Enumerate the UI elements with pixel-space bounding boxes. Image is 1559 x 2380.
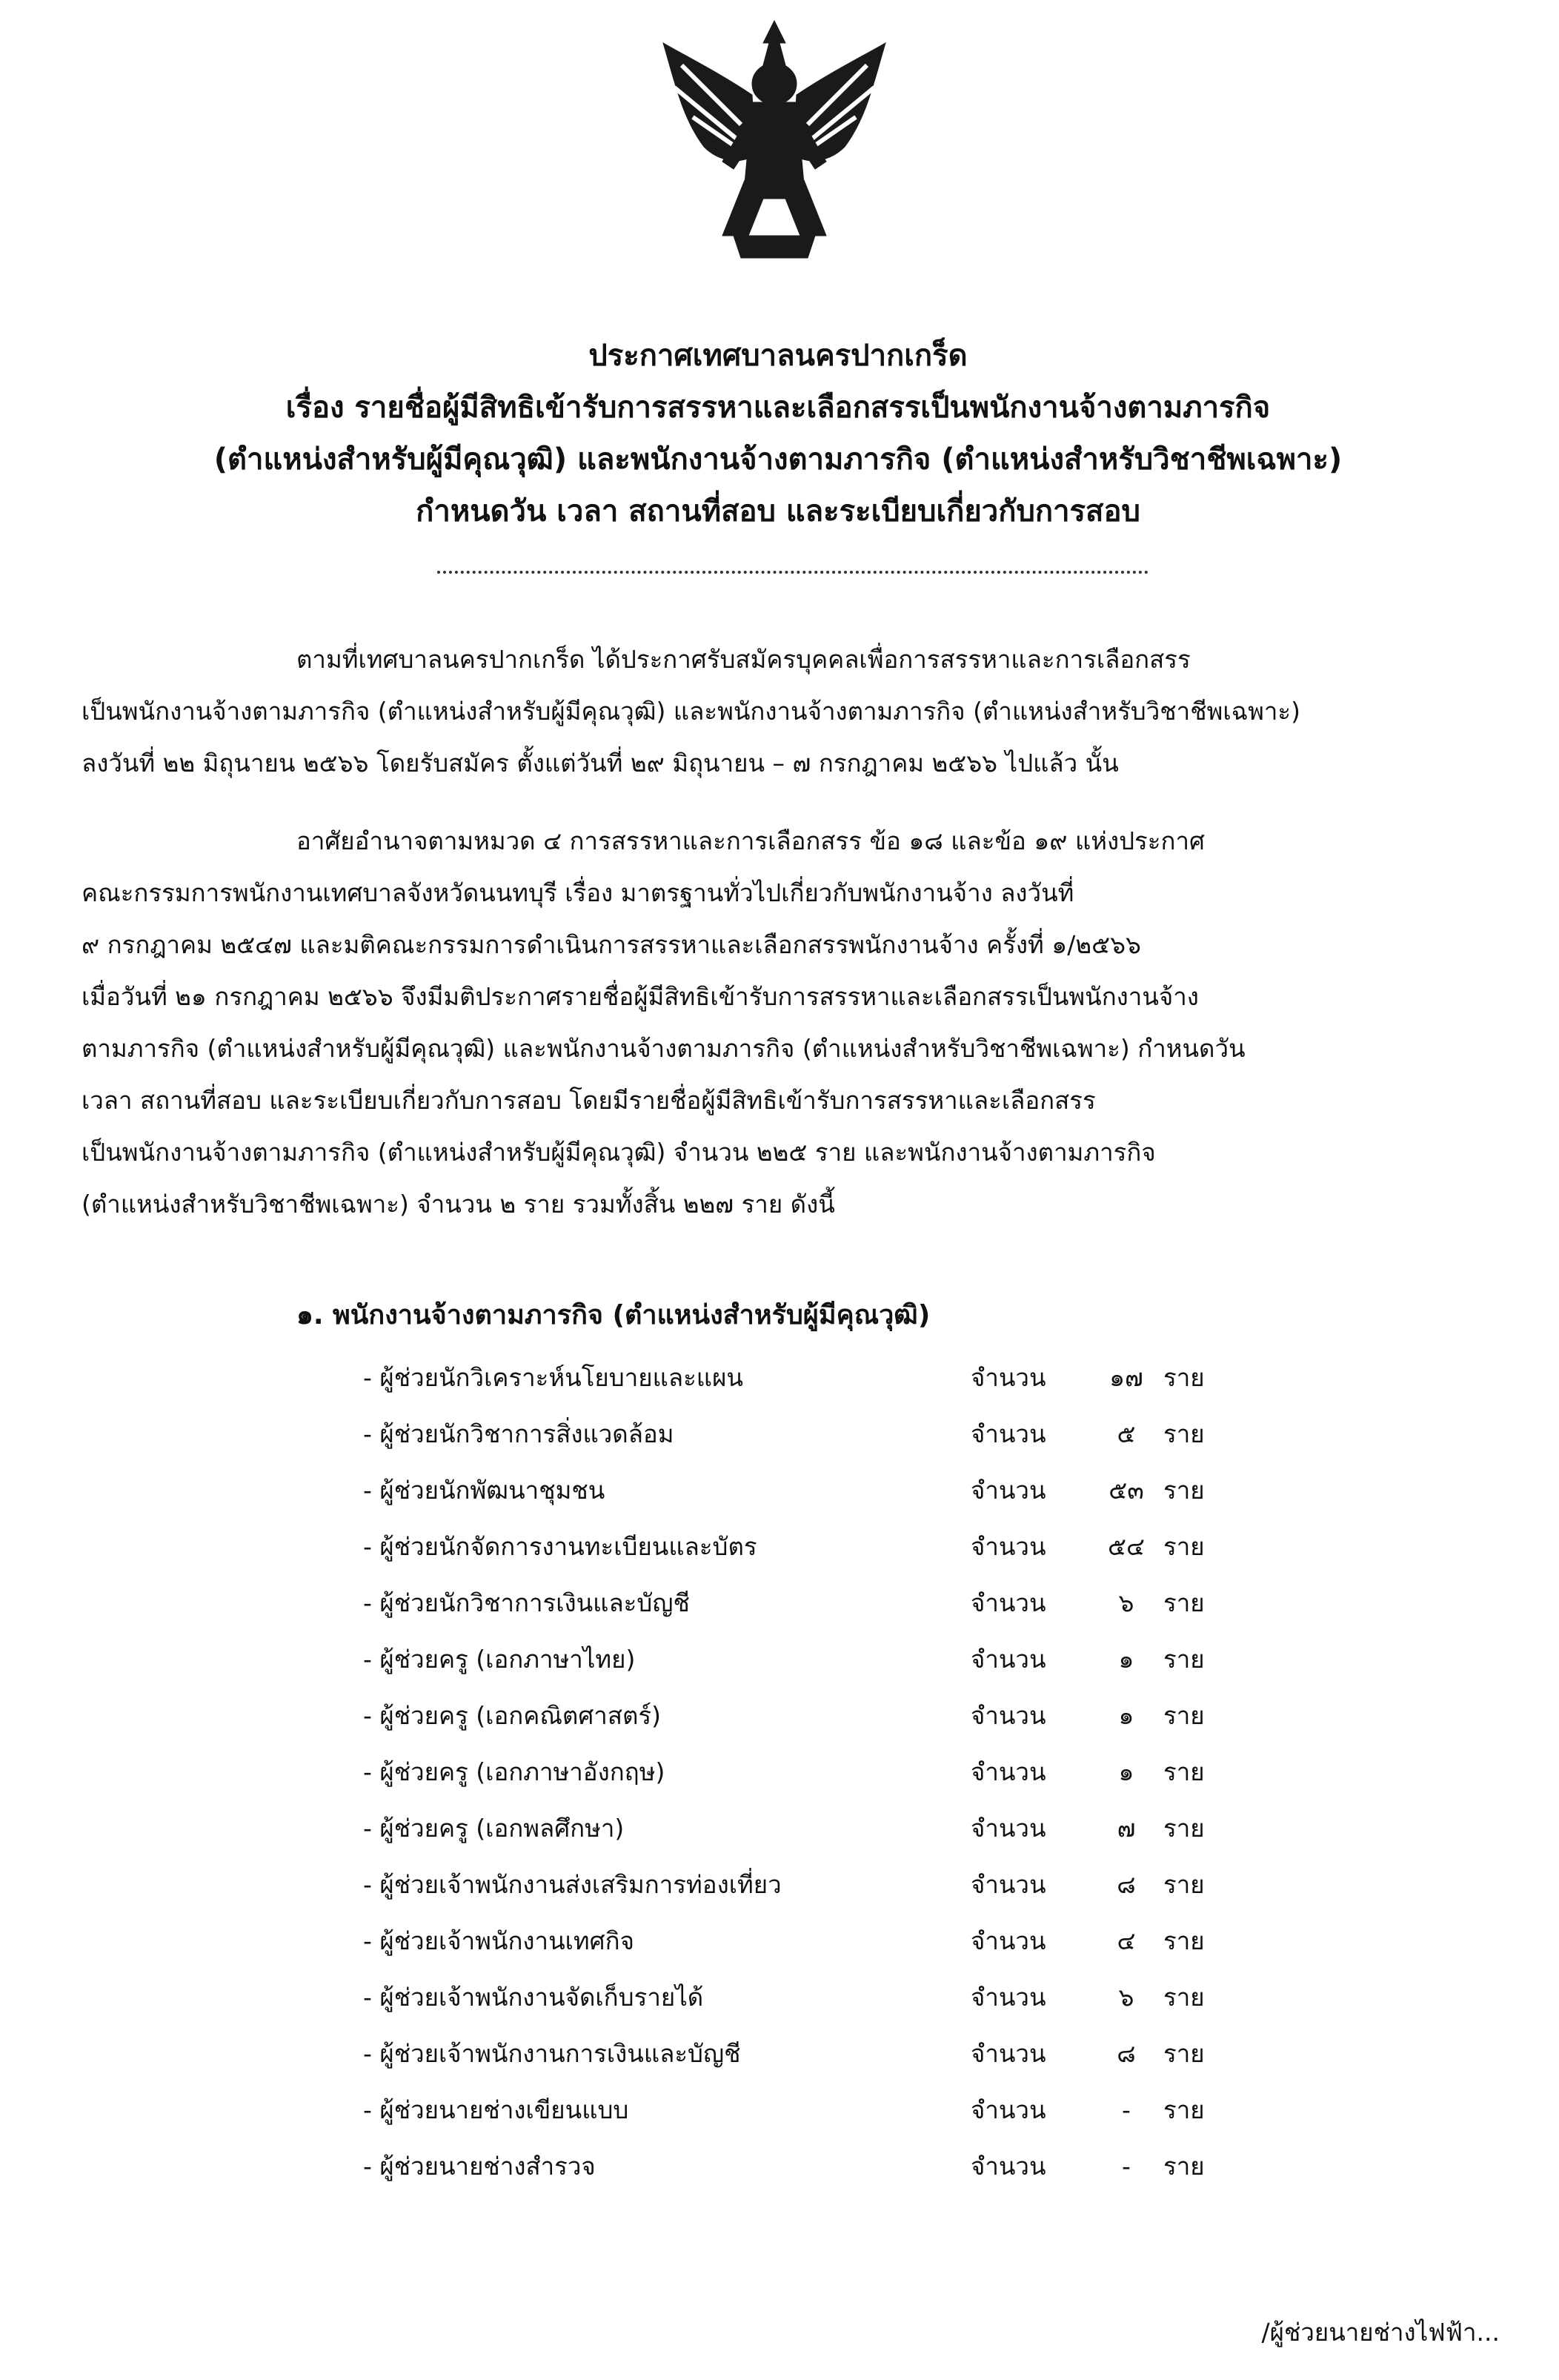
unit-label: จำนวน [971, 1700, 1046, 1730]
suffix-label: ราย [1163, 1362, 1205, 1392]
suffix-label: ราย [1163, 1475, 1205, 1505]
list-item [363, 1462, 1237, 1518]
suffix-label: ราย [1163, 1869, 1205, 1899]
position-name: - ผู้ช่วยครู (เอกภาษาอังกฤษ) [363, 1757, 665, 1786]
position-count: - [1122, 2151, 1131, 2181]
suffix-label: ราย [1163, 1926, 1205, 1955]
list-item [363, 2081, 1237, 2138]
paragraph-2-line-7: เป็นพนักงานจ้างตามภารกิจ (ตำแหน่งสำหรับผู้มีคุณวุฒิ) จำนวน ๒๒๕ ราย และพนักงานจ้างตามภารกิจ [82, 1138, 1156, 1167]
dotted-divider [437, 571, 1149, 574]
unit-label: จำนวน [971, 1588, 1046, 1617]
paragraph-1-line-3: ลงวันที่ ๒๒ มิถุนายน ๒๕๖๖ โดยรับสมัคร ตั้งแต่วันที่ ๒๙ มิถุนายน – ๗ กรกฎาคม ๒๕๖๖ ไปแล้ว นั้น [82, 749, 1119, 778]
unit-label: จำนวน [971, 1531, 1046, 1561]
unit-label: จำนวน [971, 1644, 1046, 1674]
position-name: - ผู้ช่วยเจ้าพนักงานเทศกิจ [363, 1926, 634, 1955]
position-count: ๔ [1117, 1926, 1136, 1955]
paragraph-2-line-8: (ตำแหน่งสำหรับวิชาชีพเฉพาะ) จำนวน ๒ ราย รวมทั้งสิ้น ๒๒๗ ราย ดังนี้ [82, 1190, 835, 1219]
suffix-label: ราย [1163, 1588, 1205, 1617]
position-count: ๗ [1117, 1813, 1136, 1843]
list-item [363, 1856, 1237, 1912]
paragraph-2-line-3: ๙ กรกฎาคม ๒๕๔๗ และมติคณะกรรมการดำเนินการสรรหาและเลือกสรรพนักงานจ้าง ครั้งที่ ๑/๒๕๖๖ [82, 930, 1141, 959]
position-name: - ผู้ช่วยนายช่างเขียนแบบ [363, 2095, 629, 2124]
position-count: ๑ [1118, 1700, 1134, 1730]
position-name: - ผู้ช่วยครู (เอกคณิตศาสตร์) [363, 1700, 662, 1730]
list-item [363, 1800, 1237, 1856]
suffix-label: ราย [1163, 1700, 1205, 1730]
position-count: ๘ [1117, 1869, 1136, 1899]
list-item [363, 1405, 1237, 1462]
paragraph-1-line-2: เป็นพนักงานจ้างตามภารกิจ (ตำแหน่งสำหรับผู้มีคุณวุฒิ) และพนักงานจ้างตามภารกิจ (ตำแหน่งสำหรับวิชาชีพเฉพาะ) [82, 697, 1300, 726]
position-count: ๖ [1118, 1982, 1134, 2012]
position-name: - ผู้ช่วยนักวิเคราะห์นโยบายและแผน [363, 1362, 743, 1392]
unit-label: จำนวน [971, 1869, 1046, 1899]
garuda-emblem-icon [652, 13, 897, 265]
suffix-label: ราย [1163, 1813, 1205, 1843]
position-name: - ผู้ช่วยเจ้าพนักงานส่งเสริมการท่องเที่ยว [363, 1869, 782, 1899]
subject-line: เรื่อง รายชื่อผู้มีสิทธิเข้ารับการสรรหาและเลือกสรรเป็นพนักงานจ้างตามภารกิจ [285, 391, 1271, 425]
position-count: ๕๔ [1108, 1531, 1145, 1561]
suffix-label: ราย [1163, 1419, 1205, 1448]
paragraph-2-line-1: อาศัยอำนาจตามหมวด ๔ การสรรหาและการเลือกสรร ข้อ ๑๘ และข้อ ๑๙ แห่งประกาศ [296, 826, 1205, 855]
position-count: ๘ [1117, 2038, 1136, 2068]
paragraph-2-line-4: เมื่อวันที่ ๒๑ กรกฎาคม ๒๕๖๖ จึงมีมติประกาศรายชื่อผู้มีสิทธิเข้ารับการสรรหาและเลือกสรรเป็นพนักงานจ้าง [82, 982, 1199, 1011]
position-name: - ผู้ช่วยครู (เอกภาษาไทย) [363, 1644, 636, 1674]
list-item [363, 1912, 1237, 1969]
suffix-label: ราย [1163, 1982, 1205, 2012]
announcement-title: ประกาศเทศบาลนครปากเกร็ด [588, 339, 968, 373]
unit-label: จำนวน [971, 1982, 1046, 2012]
unit-label: จำนวน [971, 1813, 1046, 1843]
list-item [363, 1574, 1237, 1631]
suffix-label: ราย [1163, 2038, 1205, 2068]
section-1-title: ๑. พนักงานจ้างตามภารกิจ (ตำแหน่งสำหรับผู้มีคุณวุฒิ) [296, 1300, 931, 1330]
position-count: ๕๓ [1108, 1475, 1144, 1505]
position-name: - ผู้ช่วยนักจัดการงานทะเบียนและบัตร [363, 1531, 757, 1561]
position-count: ๑ [1118, 1757, 1134, 1786]
unit-label: จำนวน [971, 2038, 1046, 2068]
list-item [363, 1969, 1237, 2025]
suffix-label: ราย [1163, 2095, 1205, 2124]
unit-label: จำนวน [971, 1419, 1046, 1448]
suffix-label: ราย [1163, 1757, 1205, 1786]
paragraph-2-line-6: เวลา สถานที่สอบ และระเบียบเกี่ยวกับการสอบ โดยมีรายชื่อผู้มีสิทธิเข้ารับการสรรหาและเลือกสรร [82, 1086, 1096, 1115]
position-count: - [1122, 2095, 1131, 2124]
list-item [363, 2025, 1237, 2081]
position-name: - ผู้ช่วยเจ้าพนักงานจัดเก็บรายได้ [363, 1982, 704, 2012]
list-item [363, 1631, 1237, 1687]
position-count: ๖ [1118, 1588, 1134, 1617]
suffix-label: ราย [1163, 2151, 1205, 2181]
position-count: ๑๗ [1109, 1362, 1143, 1392]
unit-label: จำนวน [971, 2151, 1046, 2181]
position-name: - ผู้ช่วยนักวิชาการสิ่งแวดล้อม [363, 1419, 674, 1448]
unit-label: จำนวน [971, 1926, 1046, 1955]
position-name: - ผู้ช่วยนักวิชาการเงินและบัญชี [363, 1588, 690, 1617]
continuation-note: /ผู้ช่วยนายช่างไฟฟ้า... [1261, 2318, 1500, 2347]
suffix-label: ราย [1163, 1531, 1205, 1561]
subject-line-3: กำหนดวัน เวลา สถานที่สอบ และระเบียบเกี่ยวกับการสอบ [416, 494, 1140, 528]
unit-label: จำนวน [971, 1757, 1046, 1786]
list-item [363, 2138, 1237, 2194]
subject-line-2: (ตำแหน่งสำหรับผู้มีคุณวุฒิ) และพนักงานจ้างตามภารกิจ (ตำแหน่งสำหรับวิชาชีพเฉพาะ) [213, 442, 1343, 477]
position-name: - ผู้ช่วยครู (เอกพลศึกษา) [363, 1813, 625, 1843]
suffix-label: ราย [1163, 1644, 1205, 1674]
list-item [363, 1349, 1237, 1405]
list-item [363, 1518, 1237, 1574]
position-name: - ผู้ช่วยนักพัฒนาชุมชน [363, 1475, 605, 1505]
unit-label: จำนวน [971, 1362, 1046, 1392]
paragraph-1-line-1: ตามที่เทศบาลนครปากเกร็ด ได้ประกาศรับสมัครบุคคลเพื่อการสรรหาและการเลือกสรร [296, 645, 1191, 674]
position-name: - ผู้ช่วยนายช่างสำรวจ [363, 2151, 596, 2181]
position-name: - ผู้ช่วยเจ้าพนักงานการเงินและบัญชี [363, 2038, 741, 2068]
position-count: ๑ [1118, 1644, 1134, 1674]
paragraph-2-line-5: ตามภารกิจ (ตำแหน่งสำหรับผู้มีคุณวุฒิ) และพนักงานจ้างตามภารกิจ (ตำแหน่งสำหรับวิชาชีพเฉพาะ) กำหนดวัน [82, 1034, 1246, 1063]
unit-label: จำนวน [971, 1475, 1046, 1505]
paragraph-2-line-2: คณะกรรมการพนักงานเทศบาลจังหวัดนนทบุรี เรื่อง มาตรฐานทั่วไปเกี่ยวกับพนักงานจ้าง ลงวันที่ [82, 878, 1074, 907]
position-count: ๕ [1117, 1419, 1136, 1448]
unit-label: จำนวน [971, 2095, 1046, 2124]
list-item [363, 1743, 1237, 1800]
position-list [363, 1349, 1237, 2194]
list-item [363, 1687, 1237, 1743]
